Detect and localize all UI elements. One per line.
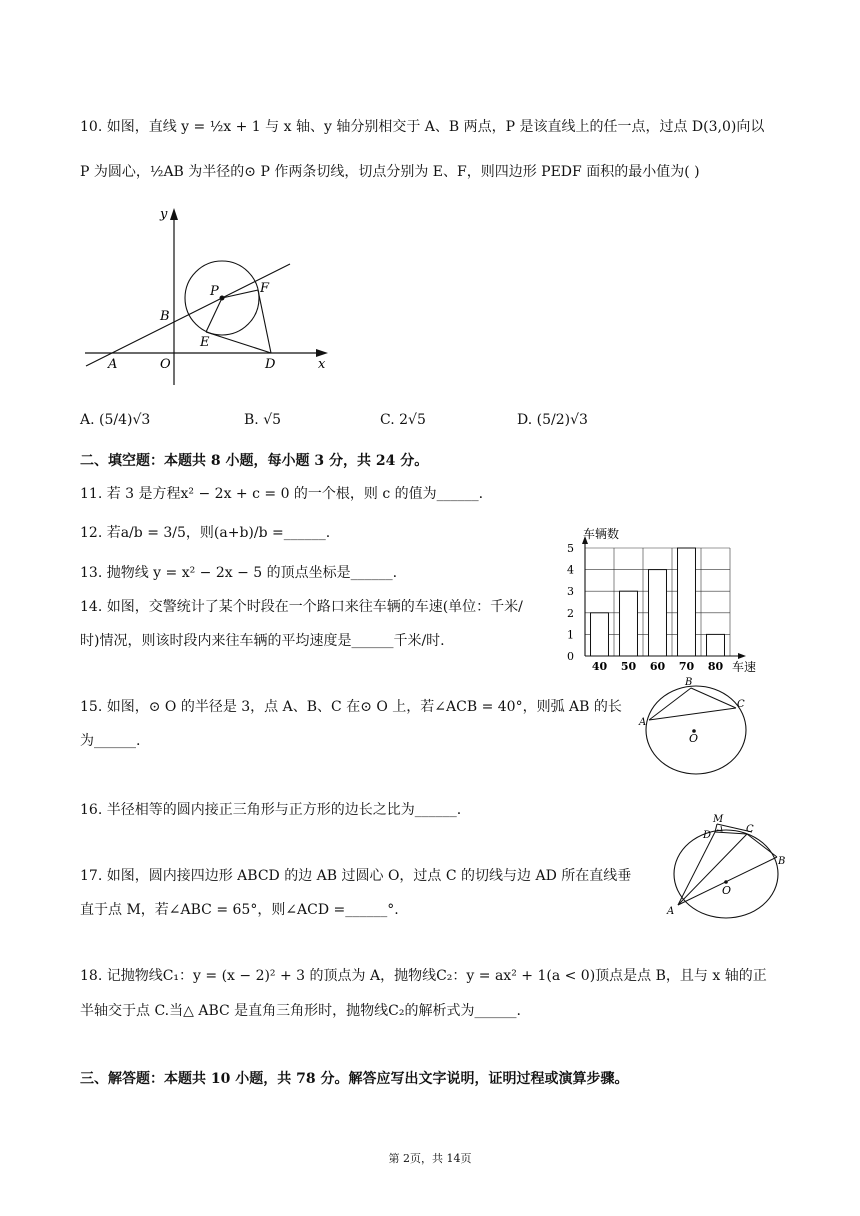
q17-label-a: A	[667, 906, 675, 917]
chart-y-tick-label: 5	[567, 542, 574, 555]
q10-label-b: B	[160, 309, 170, 324]
q10-radius-pe	[206, 298, 222, 332]
q10-label-e: E	[200, 335, 210, 350]
section2-heading: 二、填空题：本题共 8 小题，每小题 3 分，共 24 分。	[80, 453, 429, 469]
q15-line1: 15. 如图，⊙ O 的半径是 3，点 A、B、C 在⊙ O 上，若∠ACB = 40°，则弧 AB 的长	[80, 699, 622, 715]
chart-x-tick-label: 60	[649, 660, 666, 672]
chart-y-tick-label: 4	[567, 563, 574, 577]
q10-radius-pf	[222, 290, 258, 298]
chart-bar	[620, 591, 638, 656]
q17-circle-o	[674, 830, 778, 918]
chart-x-tick-label: 70	[678, 660, 695, 672]
q18-line2: 半轴交于点 C.当△ ABC 是直角三角形时，抛物线C₂的解析式为______.	[80, 1003, 521, 1019]
q17-label-b: B	[778, 856, 786, 867]
q10-label-p: P	[210, 284, 219, 299]
q17-label-o: O	[722, 884, 732, 897]
q17-side-ad	[678, 832, 715, 905]
chart-y-axis-title: 车辆数	[583, 527, 620, 541]
chart-y-tick-label: 1	[567, 628, 574, 642]
chart-x-tick-label: 40	[591, 660, 608, 672]
q17-line2: 直于点 M，若∠ABC = 65°，则∠ACD =______°.	[80, 902, 399, 918]
q10-line2: P 为圆心，½AB 为半径的⊙ P 作两条切线，切点分别为 E、F，则四边形 PEDF 面积的最小值为( )	[80, 164, 700, 180]
q17-side-cb	[747, 834, 777, 857]
q17-label-m: M	[713, 814, 724, 825]
q17-diameter-ab	[678, 857, 777, 905]
q10-option-b: B. √5	[244, 412, 282, 428]
chart-bar	[649, 570, 667, 656]
chart-x-axis-arrow	[738, 653, 746, 659]
q15-circle-o	[646, 686, 746, 774]
q17-line1: 17. 如图，圆内接四边形 ABCD 的边 AB 过圆心 O，过点 C 的切线与边 AD 所在直线垂	[80, 868, 632, 884]
chart-bar	[678, 548, 696, 656]
q10-option-d: D. (5/2)√3	[517, 412, 588, 428]
q10-figure	[80, 200, 340, 390]
q10-option-a: A. (5/4)√3	[80, 412, 151, 428]
q14-line2: 时)情况，则该时段内来往车辆的平均速度是______千米/时.	[80, 633, 445, 649]
chart-bar	[707, 634, 725, 656]
q18-line1: 18. 记抛物线C₁：y = (x − 2)² + 3 的顶点为 A，抛物线C₂：y = ax² + 1(a < 0)顶点是点 B，且与 x 轴的正	[80, 968, 767, 984]
q17-diagonal-ac	[678, 834, 747, 905]
q17-label-c: C	[746, 824, 754, 835]
q10-tangent-fd	[258, 290, 271, 353]
chart-y-tick-label: 3	[567, 585, 574, 599]
q10-tangent-ed	[206, 332, 271, 353]
q10-label-f: F	[260, 281, 270, 296]
q17-figure	[660, 810, 795, 920]
q15-figure	[636, 672, 766, 777]
q14-line1: 14. 如图，交警统计了某个时段在一个路口来往车辆的车速(单位：千米/	[80, 599, 523, 615]
chart-x-tick-label: 80	[707, 660, 724, 672]
q14-bar-chart	[560, 520, 770, 672]
page-footer: 第 2页，共 14页	[388, 1152, 472, 1165]
chart-y-tick-label: 2	[567, 606, 574, 620]
q15-label-b: B	[685, 677, 693, 688]
q13: 13. 抛物线 y = x² − 2x − 5 的顶点坐标是______.	[80, 565, 398, 581]
q10-option-c: C. 2√5	[380, 412, 426, 428]
q10-label-x: x	[318, 357, 326, 372]
q12: 12. 若a/b = 3/5，则(a+b)/b =______.	[80, 525, 331, 541]
q17-label-d: D	[703, 830, 712, 841]
chart-bar	[591, 613, 609, 656]
section3-heading: 三、解答题：本题共 10 小题，共 78 分。解答应写出文字说明，证明过程或演算步骤。	[80, 1071, 629, 1087]
q10-label-y: y	[160, 207, 168, 222]
q16: 16. 半径相等的圆内接正三角形与正方形的边长之比为______.	[80, 802, 462, 818]
q15-line2: 为______.	[80, 733, 141, 749]
q10-y-axis-arrow	[170, 208, 178, 220]
q10-label-a: A	[108, 357, 118, 372]
q10-label-o: O	[160, 357, 171, 372]
q11: 11. 若 3 是方程x² − 2x + c = 0 的一个根，则 c 的值为______.	[80, 486, 484, 502]
q15-label-c: C	[737, 699, 745, 710]
chart-x-tick-label: 50	[620, 660, 637, 672]
chart-x-axis-title: 车速	[732, 660, 757, 672]
chart-y-tick-label: 0	[567, 650, 574, 663]
q15-chord-bc	[691, 688, 736, 708]
q10-label-d: D	[265, 357, 276, 372]
q15-label-a: A	[639, 717, 647, 728]
q10-x-axis-arrow	[316, 349, 328, 357]
q10-line-ab	[86, 264, 290, 366]
q10-line1: 10. 如图，直线 y = ½x + 1 与 x 轴、y 轴分别相交于 A、B 两点，P 是该直线上的任一点，过点 D(3,0)向以	[80, 119, 765, 135]
q15-label-o: O	[689, 732, 699, 745]
